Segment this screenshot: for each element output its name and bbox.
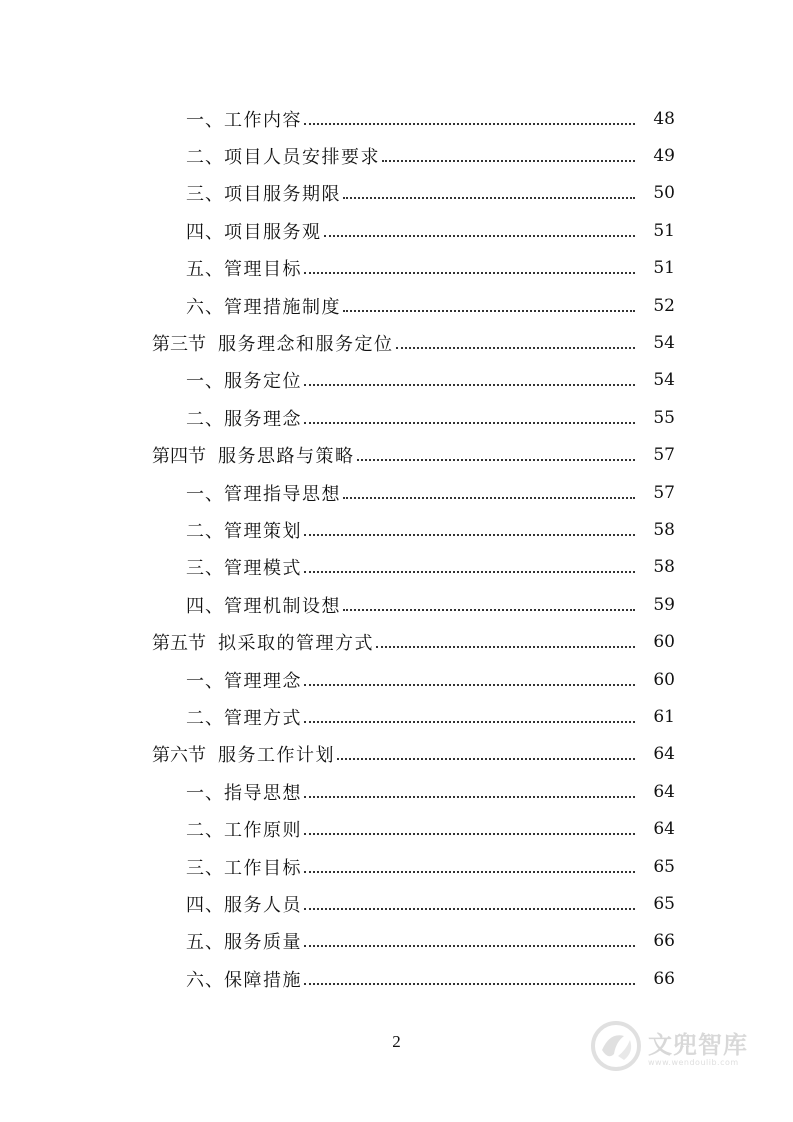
- toc-subsection-entry[interactable]: [0, 960, 793, 997]
- toc-entry-title: 管理理念: [224, 670, 302, 692]
- toc-entry-title: 项目服务观: [224, 221, 322, 243]
- toc-entry-number: 第四节: [152, 446, 206, 468]
- table-of-contents: [0, 100, 793, 997]
- toc-entry-page: 50: [653, 183, 675, 204]
- toc-entry-number: 一、: [186, 371, 224, 393]
- toc-dot-leader: [343, 483, 635, 499]
- toc-dot-leader: [304, 969, 635, 985]
- toc-subsection-entry[interactable]: [0, 362, 793, 399]
- toc-entry-page: 64: [653, 744, 675, 765]
- toc-dot-leader: [337, 744, 635, 760]
- toc-entry-number: 一、: [186, 782, 224, 804]
- toc-entry-title: 服务理念和服务定位: [218, 334, 394, 356]
- toc-dot-leader: [304, 258, 635, 274]
- toc-entry-number: 第五节: [152, 633, 206, 655]
- toc-dot-leader: [304, 857, 635, 873]
- toc-entry-page: 58: [653, 557, 675, 578]
- toc-dot-leader: [304, 819, 635, 835]
- toc-dot-leader: [304, 782, 635, 798]
- toc-entry-number: 第三节: [152, 334, 206, 356]
- toc-entry-title: 管理策划: [224, 520, 302, 542]
- toc-subsection-entry[interactable]: [0, 885, 793, 922]
- toc-dot-leader: [324, 221, 636, 237]
- toc-subsection-entry[interactable]: [0, 250, 793, 287]
- toc-subsection-entry[interactable]: [0, 175, 793, 212]
- toc-entry-page: 61: [653, 706, 675, 727]
- toc-entry-number: 四、: [186, 221, 224, 243]
- toc-entry-title: 管理指导思想: [224, 483, 341, 505]
- toc-subsection-entry[interactable]: [0, 474, 793, 511]
- toc-entry-page: 60: [653, 669, 675, 690]
- watermark-name: 文兜智库: [648, 1031, 748, 1059]
- toc-entry-title: 服务质量: [224, 932, 302, 954]
- toc-entry-page: 58: [653, 519, 675, 540]
- toc-entry-title: 指导思想: [224, 782, 302, 804]
- toc-section-entry[interactable]: [0, 437, 793, 474]
- toc-subsection-entry[interactable]: [0, 586, 793, 623]
- toc-entry-page: 65: [653, 893, 675, 914]
- toc-section-entry[interactable]: [0, 324, 793, 361]
- toc-entry-number: 一、: [186, 483, 224, 505]
- toc-subsection-entry[interactable]: [0, 399, 793, 436]
- watermark-logo-icon: [590, 1020, 642, 1072]
- toc-dot-leader: [304, 109, 635, 125]
- toc-entry-page: 66: [653, 931, 675, 952]
- toc-dot-leader: [343, 595, 635, 611]
- toc-entry-number: 三、: [186, 184, 224, 206]
- toc-entry-title: 服务工作计划: [218, 745, 335, 767]
- toc-entry-page: 57: [653, 482, 675, 503]
- watermark: [590, 1018, 780, 1074]
- toc-entry-page: 64: [653, 781, 675, 802]
- toc-entry-title: 服务思路与策略: [218, 446, 355, 468]
- toc-entry-number: 一、: [186, 670, 224, 692]
- toc-entry-title: 服务人员: [224, 894, 302, 916]
- toc-entry-number: 二、: [186, 147, 224, 169]
- toc-entry-page: 66: [653, 968, 675, 989]
- toc-entry-title: 管理机制设想: [224, 595, 341, 617]
- toc-entry-title: 工作内容: [224, 109, 302, 131]
- toc-entry-page: 57: [653, 445, 675, 466]
- toc-subsection-entry[interactable]: [0, 661, 793, 698]
- toc-dot-leader: [304, 670, 635, 686]
- toc-entry-number: 五、: [186, 932, 224, 954]
- toc-entry-page: 55: [653, 407, 675, 428]
- toc-section-entry[interactable]: [0, 736, 793, 773]
- toc-entry-number: 一、: [186, 109, 224, 131]
- toc-dot-leader: [343, 183, 635, 199]
- toc-entry-number: 二、: [186, 408, 224, 430]
- toc-entry-page: 60: [653, 632, 675, 653]
- toc-entry-title: 保障措施: [224, 969, 302, 991]
- toc-subsection-entry[interactable]: [0, 137, 793, 174]
- toc-subsection-entry[interactable]: [0, 212, 793, 249]
- toc-entry-number: 六、: [186, 969, 224, 991]
- toc-entry-page: 54: [653, 333, 675, 354]
- toc-subsection-entry[interactable]: [0, 848, 793, 885]
- toc-dot-leader: [343, 296, 635, 312]
- toc-dot-leader: [304, 557, 635, 573]
- toc-dot-leader: [357, 445, 636, 461]
- toc-section-entry[interactable]: [0, 623, 793, 660]
- toc-subsection-entry[interactable]: [0, 511, 793, 548]
- toc-subsection-entry[interactable]: [0, 810, 793, 847]
- toc-entry-title: 工作原则: [224, 820, 302, 842]
- toc-entry-title: 项目服务期限: [224, 184, 341, 206]
- toc-entry-page: 64: [653, 819, 675, 840]
- toc-subsection-entry[interactable]: [0, 923, 793, 960]
- toc-subsection-entry[interactable]: [0, 100, 793, 137]
- toc-entry-title: 项目人员安排要求: [224, 147, 380, 169]
- watermark-url: www.wendoulib.com: [648, 1058, 739, 1067]
- toc-entry-title: 管理目标: [224, 259, 302, 281]
- toc-entry-number: 二、: [186, 820, 224, 842]
- toc-dot-leader: [304, 931, 635, 947]
- page-number: 2: [392, 1032, 401, 1051]
- toc-entry-title: 工作目标: [224, 857, 302, 879]
- toc-entry-title: 管理措施制度: [224, 296, 341, 318]
- toc-entry-number: 三、: [186, 558, 224, 580]
- toc-subsection-entry[interactable]: [0, 773, 793, 810]
- toc-entry-page: 52: [653, 295, 675, 316]
- toc-dot-leader: [304, 707, 635, 723]
- toc-entry-page: 51: [653, 220, 675, 241]
- toc-entry-title: 管理方式: [224, 707, 302, 729]
- toc-dot-leader: [382, 146, 635, 162]
- toc-entry-number: 二、: [186, 707, 224, 729]
- toc-entry-number: 五、: [186, 259, 224, 281]
- toc-dot-leader: [304, 894, 635, 910]
- toc-dot-leader: [304, 520, 635, 536]
- toc-dot-leader: [376, 632, 635, 648]
- toc-entry-number: 二、: [186, 520, 224, 542]
- toc-entry-number: 四、: [186, 894, 224, 916]
- toc-dot-leader: [304, 370, 635, 386]
- toc-entry-title: 服务定位: [224, 371, 302, 393]
- toc-dot-leader: [304, 408, 635, 424]
- toc-entry-page: 49: [653, 146, 675, 167]
- toc-subsection-entry[interactable]: [0, 698, 793, 735]
- toc-entry-title: 管理模式: [224, 558, 302, 580]
- toc-subsection-entry[interactable]: [0, 287, 793, 324]
- toc-subsection-entry[interactable]: [0, 549, 793, 586]
- watermark-text: [648, 1025, 748, 1067]
- toc-entry-number: 三、: [186, 857, 224, 879]
- toc-entry-number: 四、: [186, 595, 224, 617]
- toc-entry-page: 54: [653, 370, 675, 391]
- toc-dot-leader: [396, 333, 636, 349]
- toc-entry-page: 51: [653, 258, 675, 279]
- toc-entry-title: 服务理念: [224, 408, 302, 430]
- toc-entry-page: 65: [653, 856, 675, 877]
- toc-entry-number: 六、: [186, 296, 224, 318]
- toc-entry-page: 48: [653, 108, 675, 129]
- toc-entry-page: 59: [653, 594, 675, 615]
- toc-entry-title: 拟采取的管理方式: [218, 633, 374, 655]
- toc-entry-number: 第六节: [152, 745, 206, 767]
